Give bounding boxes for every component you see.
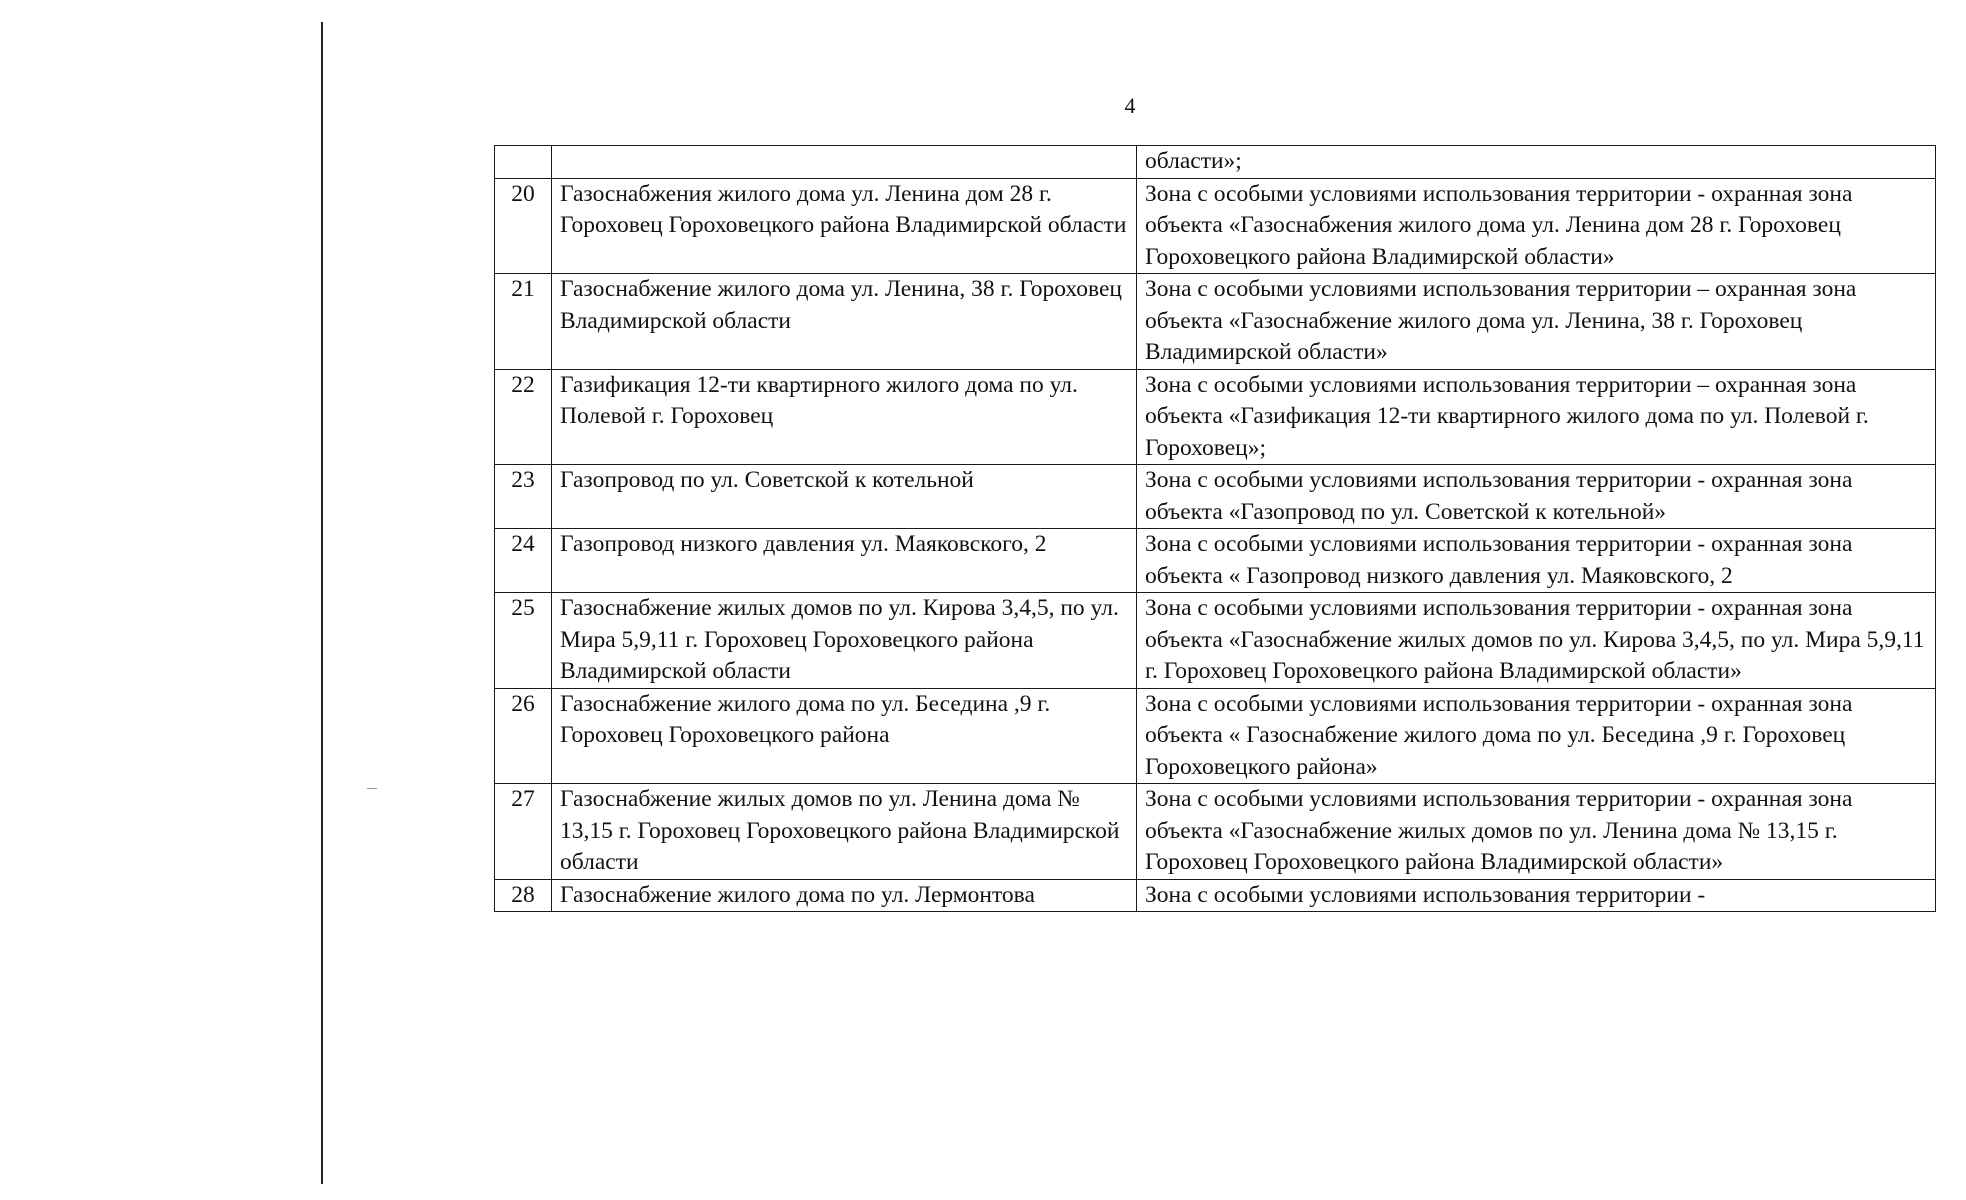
- page-number: 4: [1124, 93, 1136, 118]
- table-row: [495, 465, 1936, 529]
- row-number-cell: 23: [495, 465, 552, 529]
- row-number-cell: 21: [495, 274, 552, 370]
- row-number-cell: 24: [495, 529, 552, 593]
- object-name-cell: Газоснабжение жилого дома ул. Ленина, 38 г. Гороховец Владимирской области: [552, 274, 1137, 370]
- zone-description-cell: области»;: [1137, 146, 1936, 179]
- zone-description-cell: Зона с особыми условиями использования территории -: [1137, 879, 1936, 912]
- zone-description-cell: Зона с особыми условиями использования территории - охранная зона объекта «Газоснабжение жилых домов по ул. Кирова 3,4,5, по ул. Мира 5,9,11 г. Гороховец Гороховецкого района Владимирской области»: [1137, 593, 1936, 689]
- zone-description-cell: Зона с особыми условиями использования территории - охранная зона объекта « Газоснабжение жилого дома по ул. Беседина ,9 г. Гороховец Гороховецкого района»: [1137, 688, 1936, 784]
- protected-zones-table: [494, 145, 1936, 912]
- object-name-cell: Газоснабжение жилого дома по ул. Беседина ,9 г. Гороховец Гороховецкого района: [552, 688, 1137, 784]
- table-row: [495, 369, 1936, 465]
- row-number-cell: 20: [495, 178, 552, 274]
- row-number-cell: 25: [495, 593, 552, 689]
- table-row: [495, 274, 1936, 370]
- object-name-cell: Газопровод по ул. Советской к котельной: [552, 465, 1137, 529]
- table-row: [495, 879, 1936, 912]
- object-name-cell: Газоснабжение жилых домов по ул. Ленина дома № 13,15 г. Гороховец Гороховецкого района Владимирской области: [552, 784, 1137, 880]
- object-name-cell: Газификация 12-ти квартирного жилого дома по ул. Полевой г. Гороховец: [552, 369, 1137, 465]
- row-number-cell: 28: [495, 879, 552, 912]
- zone-description-cell: Зона с особыми условиями использования территории – охранная зона объекта «Газификация 12-ти квартирного жилого дома по ул. Полевой г. Гороховец»;: [1137, 369, 1936, 465]
- zone-description-cell: Зона с особыми условиями использования территории - охранная зона объекта «Газоснабжение жилых домов по ул. Ленина дома № 13,15 г. Гороховец Гороховецкого района Владимирской области»: [1137, 784, 1936, 880]
- object-name-cell: Газопровод низкого давления ул. Маяковского, 2: [552, 529, 1137, 593]
- table-row: [495, 146, 1936, 179]
- zone-description-cell: Зона с особыми условиями использования территории – охранная зона объекта «Газоснабжение жилого дома ул. Ленина, 38 г. Гороховец Владимирской области»: [1137, 274, 1936, 370]
- row-number-cell: 22: [495, 369, 552, 465]
- zone-description-cell: Зона с особыми условиями использования территории - охранная зона объекта «Газопровод по ул. Советской к котельной»: [1137, 465, 1936, 529]
- object-name-cell: Газоснабжения жилого дома ул. Ленина дом 28 г. Гороховец Гороховецкого района Владимирской области: [552, 178, 1137, 274]
- scan-margin-line: [321, 22, 323, 1184]
- table-row: [495, 593, 1936, 689]
- row-number-cell: 26: [495, 688, 552, 784]
- table-row: [495, 688, 1936, 784]
- table-row: [495, 178, 1936, 274]
- table-row: [495, 529, 1936, 593]
- object-name-cell: Газоснабжение жилого дома по ул. Лермонтова: [552, 879, 1137, 912]
- zone-description-cell: Зона с особыми условиями использования территории - охранная зона объекта «Газоснабжения жилого дома ул. Ленина дом 28 г. Гороховец Гороховецкого района Владимирской области»: [1137, 178, 1936, 274]
- zone-description-cell: Зона с особыми условиями использования территории - охранная зона объекта « Газопровод низкого давления ул. Маяковского, 2: [1137, 529, 1936, 593]
- object-name-cell: Газоснабжение жилых домов по ул. Кирова 3,4,5, по ул. Мира 5,9,11 г. Гороховец Гороховецкого района Владимирской области: [552, 593, 1137, 689]
- scan-margin-mark: [367, 788, 377, 789]
- row-number-cell: [495, 146, 552, 179]
- table-row: [495, 784, 1936, 880]
- object-name-cell: [552, 146, 1137, 179]
- row-number-cell: 27: [495, 784, 552, 880]
